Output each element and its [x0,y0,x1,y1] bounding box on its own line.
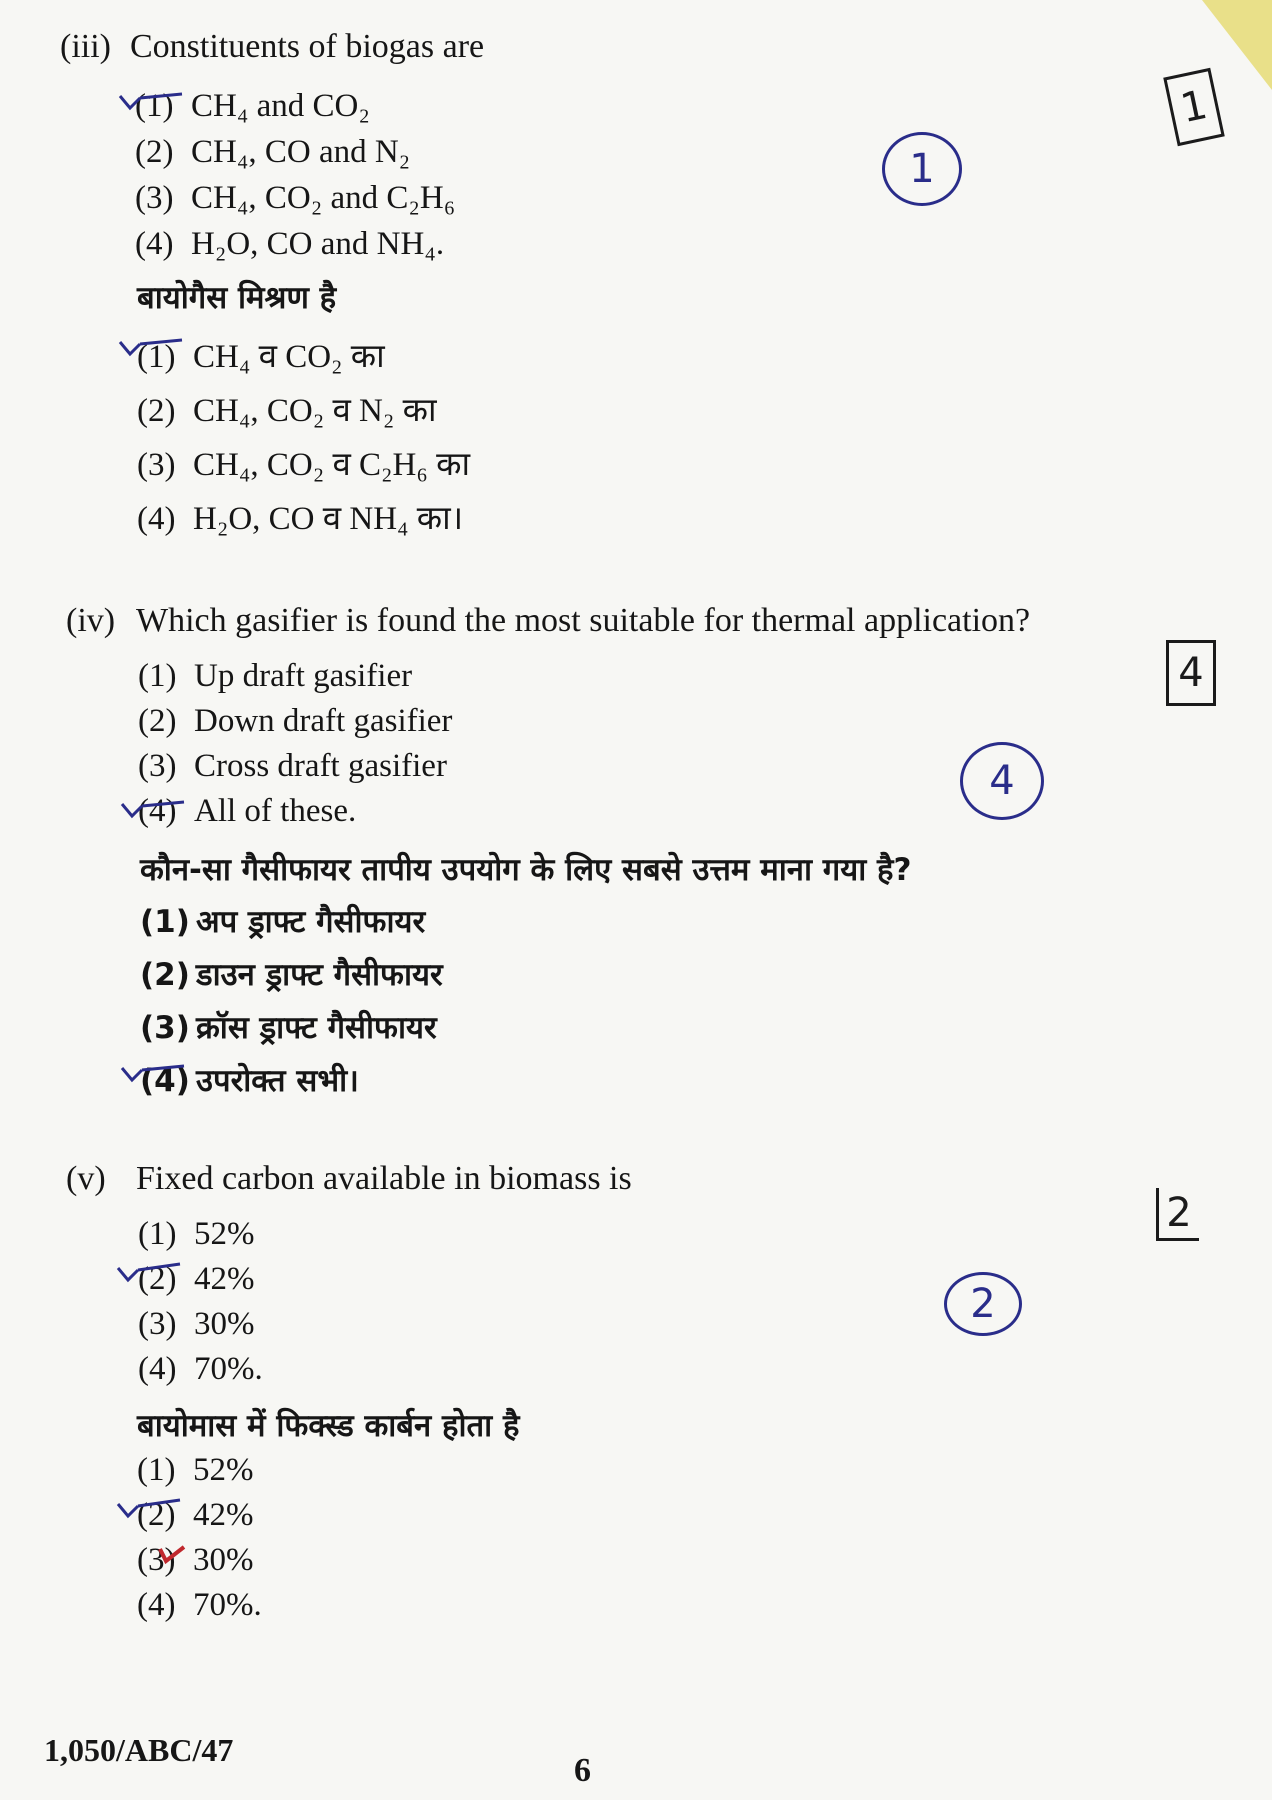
question-number: (iii) [60,28,111,65]
option-number: (4) [140,1063,190,1099]
option-number: (3) [138,748,177,784]
page-fold-corner [1202,0,1272,90]
option-text: 52% [194,1216,255,1252]
option-number: (1) [138,1216,177,1252]
option-text: CH₄, CO₂ and C₂H₆ [191,180,456,216]
q4-hindi-option-2 [140,953,443,995]
circled-answer: 2 [944,1272,1022,1336]
question-text: Constituents of biogas are [130,28,485,65]
option-text: 30% [193,1542,254,1578]
option-number: (1) [138,658,177,694]
question-text: Fixed carbon available in biomass is [136,1160,632,1197]
option-number: (2) [140,957,190,993]
margin-mark: 4 [1166,640,1216,706]
q5-hindi-option-1 [137,1452,254,1489]
q5-hindi-option-4 [137,1587,262,1624]
q3-hindi-option-2 [137,386,437,431]
option-number: (4) [137,501,176,537]
option-text: CH₄, CO₂ व C₂H₆ का [193,447,471,483]
tick-mark-icon [116,1262,182,1290]
q4-hindi-text: कौन-सा गैसीफायर तापीय उपयोग के लिए सबसे उत्तम माना गया है? [140,852,912,888]
circled-answer: 1 [882,132,962,206]
q4-option-1 [138,658,412,695]
option-number: (4) [138,793,177,829]
option-number: (3) [138,1306,177,1342]
option-text: उपरोक्त सभी। [196,1063,359,1099]
option-text: 70%. [193,1587,262,1623]
tick-mark-icon [118,90,184,118]
option-text: CH₄ व CO₂ का [193,339,385,375]
question-number: (v) [66,1160,106,1197]
q3-option-3 [135,180,455,217]
option-number: (4) [135,226,174,262]
q5-option-1 [138,1216,255,1253]
option-text: Down draft gasifier [194,703,453,739]
option-text: H₂O, CO and NH₄. [191,226,445,262]
paper-code: 1,050/ABC/47 [44,1732,234,1768]
tick-mark-icon [118,336,184,364]
option-text: CH₄, CO₂ व N₂ का [193,393,437,429]
tick-mark-icon [116,1498,182,1526]
option-number: (4) [137,1587,176,1623]
option-number: (1) [135,88,174,124]
q3-hindi-option-4 [137,494,463,539]
q5-hindi-text: बायोमास में फिक्स्ड कार्बन होता है [137,1408,520,1444]
option-number: (2) [138,1261,177,1297]
q3-hindi-option-3 [137,440,470,485]
tick-mark-icon [120,798,186,826]
option-text: डाउन ड्राफ्ट गैसीफायर [196,957,443,993]
option-text: Cross draft gasifier [194,748,447,784]
q4-hindi-option-1 [140,900,425,942]
option-number: (3) [137,1542,176,1578]
q4-option-3 [138,748,447,785]
q3-option-4 [135,226,444,263]
option-text: All of these. [194,793,357,829]
q5-option-4 [138,1351,263,1388]
option-number: (2) [137,393,176,429]
q3-option-2 [135,134,410,171]
question-number: (iv) [66,602,116,639]
option-number: (3) [135,180,174,216]
option-text: 30% [194,1306,255,1342]
q5-option-3 [138,1306,255,1343]
option-text: CH₄ and CO₂ [191,88,370,124]
tick-mark-icon [120,1062,186,1090]
option-number: (2) [138,703,177,739]
option-text: Up draft gasifier [194,658,413,694]
option-text: 42% [193,1497,254,1533]
option-number: (1) [137,339,176,375]
circled-answer: 4 [960,742,1044,820]
option-text: 42% [194,1261,255,1297]
option-text: CH₄, CO and N₂ [191,134,411,170]
option-number: (2) [135,134,174,170]
option-text: अप ड्राफ्ट गैसीफायर [196,904,426,940]
margin-mark: 2 [1156,1188,1199,1241]
q4-option-2 [138,703,452,740]
q3-hindi-text: बायोगैस मिश्रण है [137,280,337,316]
red-tick-mark-icon [158,1545,186,1565]
option-number: (4) [138,1351,177,1387]
option-number: (2) [137,1497,176,1533]
option-number: (3) [140,1010,190,1046]
margin-mark: 1 [1163,68,1225,146]
option-text: 70%. [194,1351,263,1387]
q4-hindi-option-3 [140,1006,437,1048]
option-number: (3) [137,447,176,483]
page-number: 6 [574,1752,591,1789]
option-number: (1) [137,1452,176,1488]
option-text: क्रॉस ड्राफ्ट गैसीफायर [196,1010,437,1046]
option-text: 52% [193,1452,254,1488]
question-text: Which gasifier is found the most suitable for thermal application? [136,602,1031,639]
option-number: (1) [140,904,190,940]
option-text: H₂O, CO व NH₄ का। [193,501,464,537]
q5-hindi-option-3 [137,1542,254,1579]
